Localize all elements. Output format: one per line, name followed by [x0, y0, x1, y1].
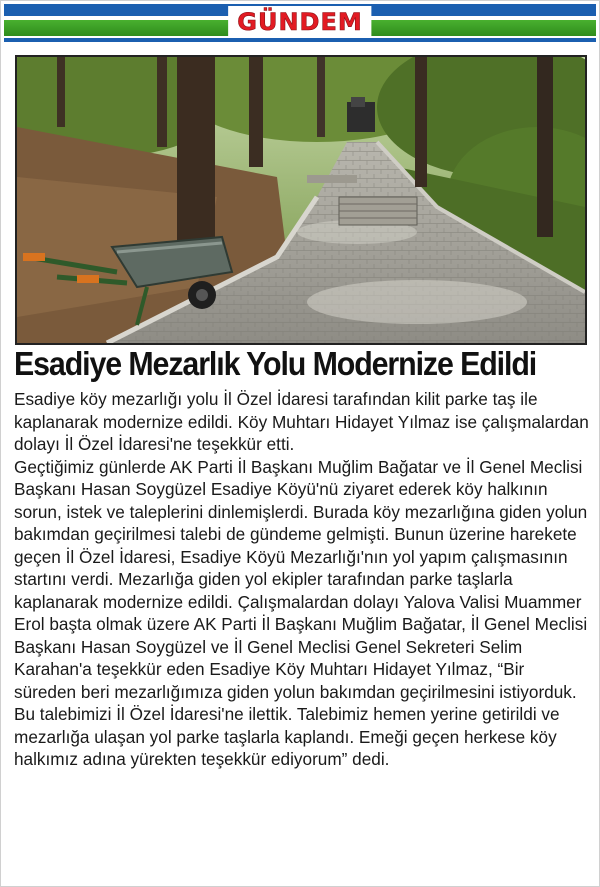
article-body: [14, 388, 589, 771]
section-label: GÜNDEM: [228, 6, 371, 38]
article-paragraph: Esadiye köy mezarlığı yolu İl Özel İdaresi tarafından kilit parke taş ile kaplanarak modernize edildi. Köy Muhtarı Hidayet Yılmaz ise çalışmalardan dolayı İl Özel İdaresi'ne teşekkür etti.: [14, 389, 589, 454]
news-photo: [15, 55, 587, 345]
banner-stripe-blue-bottom: [4, 38, 596, 42]
section-banner: [4, 4, 596, 42]
article-paragraph: Geçtiğimiz günlerde AK Parti İl Başkanı Muğlim Bağatar ve İl Genel Meclisi Başkanı Hasan Soygüzel Esadiye Köyü'nü ziyaret ederek köy halkının sorun, istek ve taleplerini dinlemişlerdi. Burada köy mezarlığına giden yolun bakımdan geçirilmesi talebi de gündeme gelmişti. Bunun üzerine harekete geçen İl Özel İdaresi, Esadiye Köyü Mezarlığı'nın yol yapım çalışmasının startını verdi. Mezarlığa giden yol ekipler tarafından parke taşlarla kaplanarak modernize edildi. Çalışmalardan dolayı Yalova Valisi Muammer Erol başta olmak üzere AK Parti İl Başkanı Muğlim Bağatar, İl Genel Meclisi Başkanı Hasan Soygüzel ve İl Genel Meclisi Genel Sekreteri Selim Karahan'a teşekkür eden Esadiye Köy Muhtarı Hidayet Yılmaz, “Bir süreden beri mezarlığımıza giden yolun bakımdan geçirilmesini istiyorduk. Bu talebimizi İl Özel İdaresi'ne ilettik. Talebimiz hemen yerine getirildi ve mezarlığa ulaşan yol parke taşlarla kaplandı. Emeği geçen herkese köy halkımız adına yürekten teşekkür ediyorum” dedi.: [14, 456, 588, 769]
headline: Esadiye Mezarlık Yolu Modernize Edildi: [14, 345, 537, 382]
